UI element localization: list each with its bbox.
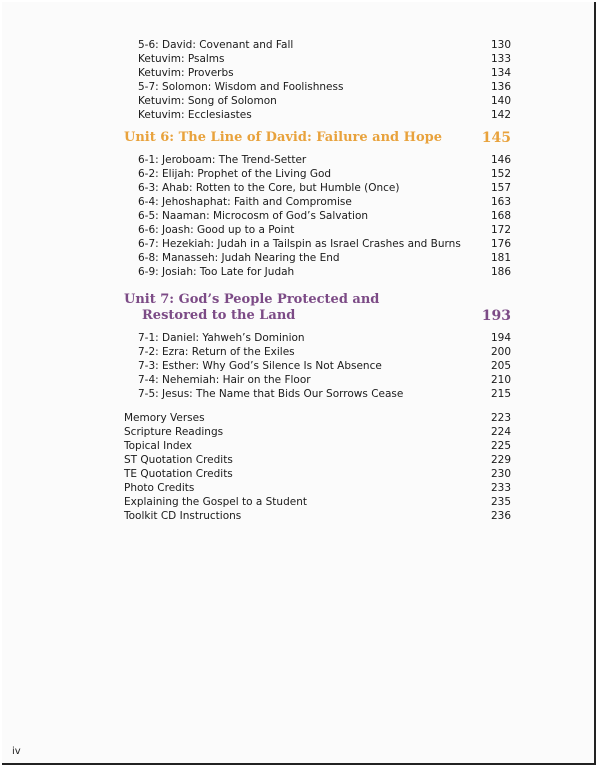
page-folio: iv [12,746,21,757]
entry-title: 6-3: Ahab: Rotten to the Core, but Humble (Once) [138,182,400,194]
toc-entry [138,52,511,66]
toc-entry [138,331,511,345]
entry-title: 5-7: Solomon: Wisdom and Foolishness [138,81,344,93]
entry-title: 6-7: Hezekiah: Judah in a Tailspin as Israel Crashes and Burns [138,238,461,250]
back-matter-entry [124,481,511,495]
entry-title: Ketuvim: Song of Solomon [138,95,277,107]
toc-entry [138,265,511,279]
back-matter-entry [124,453,511,467]
entry-page: 157 [490,182,511,194]
entry-page: 181 [490,252,511,264]
entry-title: Ketuvim: Proverbs [138,67,234,79]
back-matter-entry [124,425,511,439]
toc-entry [138,359,511,373]
entry-page: 200 [490,346,511,358]
entry-page: 130 [490,39,511,51]
back-matter-entry [124,439,511,453]
document-page [2,2,596,765]
entry-title: Memory Verses [124,412,205,424]
entry-page: 133 [490,53,511,65]
entry-title: 7-5: Jesus: The Name that Bids Our Sorrows Cease [138,388,404,400]
entry-page: 176 [490,238,511,250]
entry-page: 134 [490,67,511,79]
entry-page: 140 [490,95,511,107]
entry-title: 6-1: Jeroboam: The Trend-Setter [138,154,307,166]
entry-page: 163 [490,196,511,208]
entry-title: Scripture Readings [124,426,224,438]
entry-title: 7-4: Nehemiah: Hair on the Floor [138,374,311,386]
toc-entry [138,66,511,80]
toc-entry [138,387,511,401]
back-matter-entry [124,467,511,481]
entry-page: 152 [490,168,511,180]
entry-page: 194 [490,332,511,344]
toc-entry [138,167,511,181]
unit-7-title-line1: Unit 7: God’s People Protected and [124,292,380,307]
entry-title: 7-1: Daniel: Yahweh’s Dominion [138,332,305,344]
entry-page: 142 [490,109,511,121]
back-matter-entry [124,509,511,523]
entry-title: 6-8: Manasseh: Judah Nearing the End [138,252,340,264]
entry-title: Toolkit CD Instructions [124,510,242,522]
entry-page: 224 [490,426,511,438]
entry-page: 172 [490,224,511,236]
entry-title: 6-4: Jehoshaphat: Faith and Compromise [138,196,352,208]
unit-7-page: 193 [481,308,511,324]
toc-entry [138,251,511,265]
entry-page: 215 [490,388,511,400]
entry-title: 6-5: Naaman: Microcosm of God’s Salvation [138,210,369,222]
entry-title: Ketuvim: Psalms [138,53,225,65]
entry-title: 6-2: Elijah: Prophet of the Living God [138,168,332,180]
back-matter-entry [124,411,511,425]
toc-entry [138,108,511,122]
entry-title: ST Quotation Credits [124,454,233,466]
entry-page: 168 [490,210,511,222]
entry-title: 5-6: David: Covenant and Fall [138,39,294,51]
unit-6-page: 145 [481,130,511,146]
toc-entry [138,209,511,223]
back-matter-entry [124,495,511,509]
unit-7-title-line2: Restored to the Land [142,308,296,323]
entry-page: 146 [490,154,511,166]
toc-entry [138,195,511,209]
toc-entry [138,38,511,52]
entry-title: 6-9: Josiah: Too Late for Judah [138,266,295,278]
toc-entry [138,181,511,195]
toc-entry [138,80,511,94]
toc-entry [138,237,511,251]
unit-6-title: Unit 6: The Line of David: Failure and Hope [124,130,442,145]
entry-page: 235 [490,496,511,508]
entry-page: 136 [490,81,511,93]
entry-page: 225 [490,440,511,452]
toc-entry [138,153,511,167]
toc-entry [138,94,511,108]
entry-page: 205 [490,360,511,372]
toc-entry [138,345,511,359]
entry-page: 186 [490,266,511,278]
entry-title: 7-2: Ezra: Return of the Exiles [138,346,295,358]
toc-entry [138,373,511,387]
entry-title: 6-6: Joash: Good up to a Point [138,224,295,236]
entry-title: Topical Index [124,440,193,452]
entry-title: TE Quotation Credits [124,468,233,480]
entry-page: 233 [490,482,511,494]
entry-page: 223 [490,412,511,424]
entry-title: Explaining the Gospel to a Student [124,496,307,508]
entry-page: 229 [490,454,511,466]
entry-page: 230 [490,468,511,480]
entry-page: 236 [490,510,511,522]
entry-title: Photo Credits [124,482,195,494]
entry-title: 7-3: Esther: Why God’s Silence Is Not Absence [138,360,382,372]
entry-page: 210 [490,374,511,386]
toc-entry [138,223,511,237]
entry-title: Ketuvim: Ecclesiastes [138,109,252,121]
